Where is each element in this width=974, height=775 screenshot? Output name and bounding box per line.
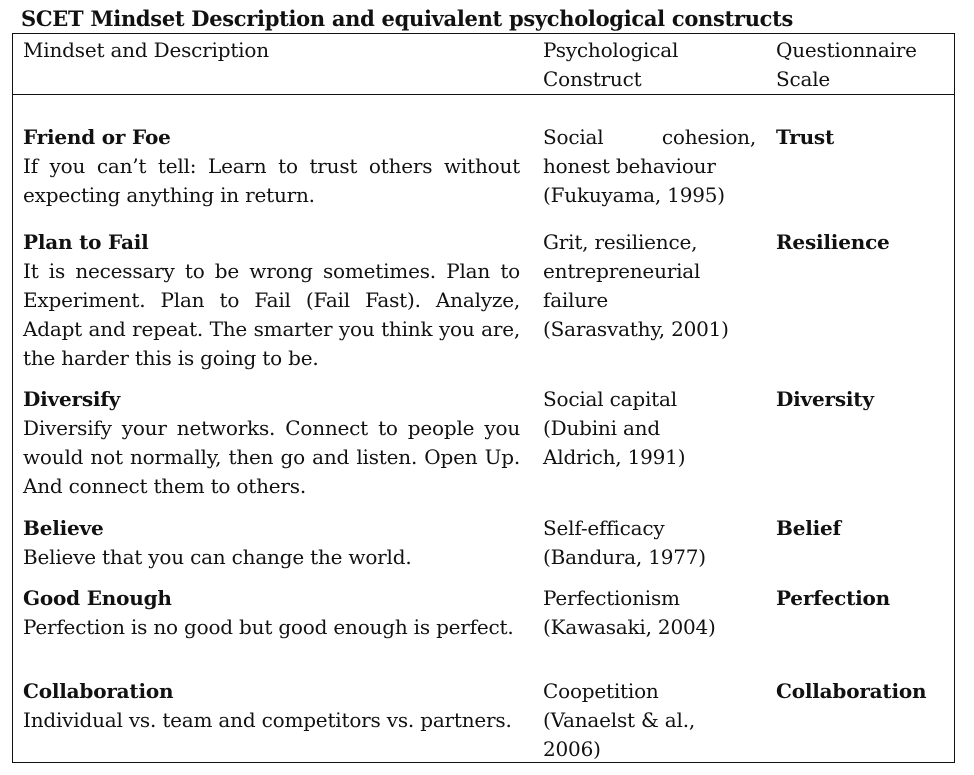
- mindset-description: Individual vs. team and competitors vs. partners.: [23, 708, 512, 732]
- header-mindset: Mindset and Description: [23, 38, 269, 62]
- mindset-description: Believe that you can change the world.: [23, 545, 412, 569]
- construct-cell-good-enough: [543, 584, 756, 642]
- construct-line: (Fukuyama, 1995): [543, 183, 725, 207]
- construct-line: Aldrich, 1991): [543, 445, 686, 469]
- mindset-cell-good-enough: [23, 584, 520, 642]
- scale-cell-plan-to-fail: Resilience: [776, 230, 890, 254]
- header-scale-line1: Questionnaire: [776, 38, 917, 62]
- construct-line: Self-efficacy: [543, 516, 665, 540]
- mindset-description: If you can’t tell: Learn to trust others without expecting anything in return.: [23, 154, 520, 207]
- mindset-name: Plan to Fail: [23, 230, 149, 254]
- construct-cell-plan-to-fail: [543, 228, 756, 344]
- mindset-name: Friend or Foe: [23, 125, 171, 149]
- scale-cell-believe: Belief: [776, 516, 841, 540]
- scale-cell-collaboration: Collaboration: [776, 679, 927, 703]
- construct-cell-believe: [543, 514, 756, 572]
- header-divider: [12, 94, 955, 95]
- construct-cell-diversify: [543, 385, 756, 472]
- mindset-cell-plan-to-fail: [23, 228, 520, 373]
- header-construct: [543, 36, 756, 94]
- mindset-cell-collaboration: [23, 677, 520, 735]
- construct-line: (Kawasaki, 2004): [543, 615, 716, 639]
- construct-line: (Dubini and: [543, 416, 660, 440]
- construct-line: (Bandura, 1977): [543, 545, 706, 569]
- mindset-cell-believe: [23, 514, 520, 572]
- construct-line: (Sarasvathy, 2001): [543, 317, 729, 341]
- construct-cell-collaboration: [543, 677, 756, 764]
- mindset-description: Perfection is no good but good enough is perfect.: [23, 615, 514, 639]
- header-scale: [776, 36, 951, 94]
- mindset-name: Collaboration: [23, 679, 174, 703]
- mindset-description: Diversify your networks. Connect to people you would not normally, then go and listen. Open Up. And connect them to others.: [23, 416, 520, 498]
- mindset-description: It is necessary to be wrong sometimes. Plan to Experiment. Plan to Fail (Fail Fast). Analyze, Adapt and repeat. The smarter you think you are, the harder this is going to be.: [23, 259, 520, 370]
- construct-line: Social cohesion,: [543, 125, 756, 149]
- mindset-cell-diversify: [23, 385, 520, 501]
- scale-cell-diversify: Diversity: [776, 387, 874, 411]
- mindset-cell-friend-or-foe: [23, 123, 520, 210]
- construct-line: (Vanaelst & al.,: [543, 708, 696, 732]
- mindset-name: Diversify: [23, 387, 121, 411]
- construct-line: 2006): [543, 737, 601, 761]
- construct-line: honest behaviour: [543, 154, 716, 178]
- header-construct-line2: Construct: [543, 67, 642, 91]
- construct-line: entrepreneurial: [543, 259, 701, 283]
- table-caption: SCET Mindset Description and equivalent psychological constructs: [21, 6, 794, 31]
- scale-cell-good-enough: Perfection: [776, 586, 890, 610]
- header-scale-line2: Scale: [776, 67, 831, 91]
- scale-cell-friend-or-foe: Trust: [776, 125, 835, 149]
- mindset-name: Good Enough: [23, 586, 172, 610]
- construct-line: failure: [543, 288, 608, 312]
- construct-line: Social capital: [543, 387, 677, 411]
- construct-line: Coopetition: [543, 679, 659, 703]
- construct-line: Perfectionism: [543, 586, 680, 610]
- construct-cell-friend-or-foe: [543, 123, 756, 210]
- construct-line: Grit, resilience,: [543, 230, 698, 254]
- mindset-name: Believe: [23, 516, 104, 540]
- header-construct-line1: Psychological: [543, 38, 679, 62]
